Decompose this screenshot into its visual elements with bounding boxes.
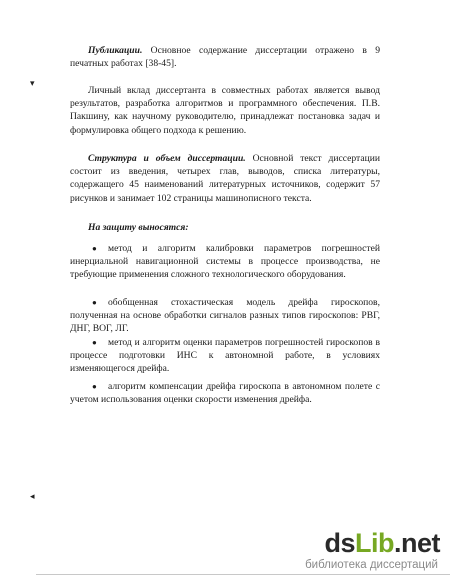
defense-item-text: метод и алгоритм оценки параметров погрешностей гироскопов в процессе подготовки ИНС к автономной работе, в условиях изменяющегося дрейфа. [70, 337, 380, 375]
defense-item-text: обобщенная стохастическая модель дрейфа гироскопов, полученная на основе обработки сигналов разных типов гироскопов: РВГ, ДНГ, ВОГ, ЛГ. [70, 297, 380, 335]
dslib-watermark[interactable] [290, 528, 440, 576]
logo-net: .net [393, 528, 440, 558]
publications-heading: Публикации. [88, 45, 143, 56]
scan-artifact-mark: ▾ [30, 79, 35, 89]
structure-heading: Структура и объем диссертации. [88, 153, 246, 164]
structure-paragraph [70, 152, 380, 205]
defense-list-item [70, 380, 380, 406]
publications-text: Основное содержание диссертации отражено в 9 печатных работах [38-45]. [70, 45, 380, 70]
structure-text: Основной текст диссертации состоит из введения, четырех глав, выводов, списка литературы, содержащего 45 наименований литературных источников, содержит 57 рисунков и занимает 102 страницы машинописного текста. [70, 153, 380, 204]
defense-heading: На защиту выносятся: [88, 222, 189, 233]
scan-artifact-mark: ◂ [30, 492, 35, 502]
defense-list-item [70, 242, 380, 282]
logo-ds: ds [324, 528, 355, 558]
bullet-icon: ● [92, 244, 97, 253]
defense-item-text: метод и алгоритм калибровки параметров погрешностей инерциальной навигационной системы в процессе производства, не требующие применения сложного технологического оборудования. [70, 243, 380, 281]
personal-contribution-paragraph [70, 84, 380, 137]
bullet-icon: ● [92, 298, 97, 307]
dslib-logo[interactable] [324, 528, 440, 558]
dslib-subtitle: библиотека диссертаций [305, 559, 438, 571]
defense-heading-paragraph [70, 221, 380, 234]
defense-list-item [70, 336, 380, 376]
bullet-icon: ● [92, 338, 97, 347]
bullet-icon: ● [92, 382, 97, 391]
publications-paragraph [70, 44, 380, 70]
defense-item-text: алгоритм компенсации дрейфа гироскопа в автономном полете с учетом использования оценки скорости изменения дрейфа. [70, 381, 380, 406]
defense-list-item [70, 296, 380, 336]
personal-contribution-text: Личный вклад диссертанта в совместных работах является вывод результатов, разработка алгоритмов и программного обеспечения. П.В. Пакшину, как научному руководителю, принадлежат постановка задач и формулировка общего подхода к решению. [70, 85, 380, 136]
logo-lib: Lib [354, 528, 394, 558]
